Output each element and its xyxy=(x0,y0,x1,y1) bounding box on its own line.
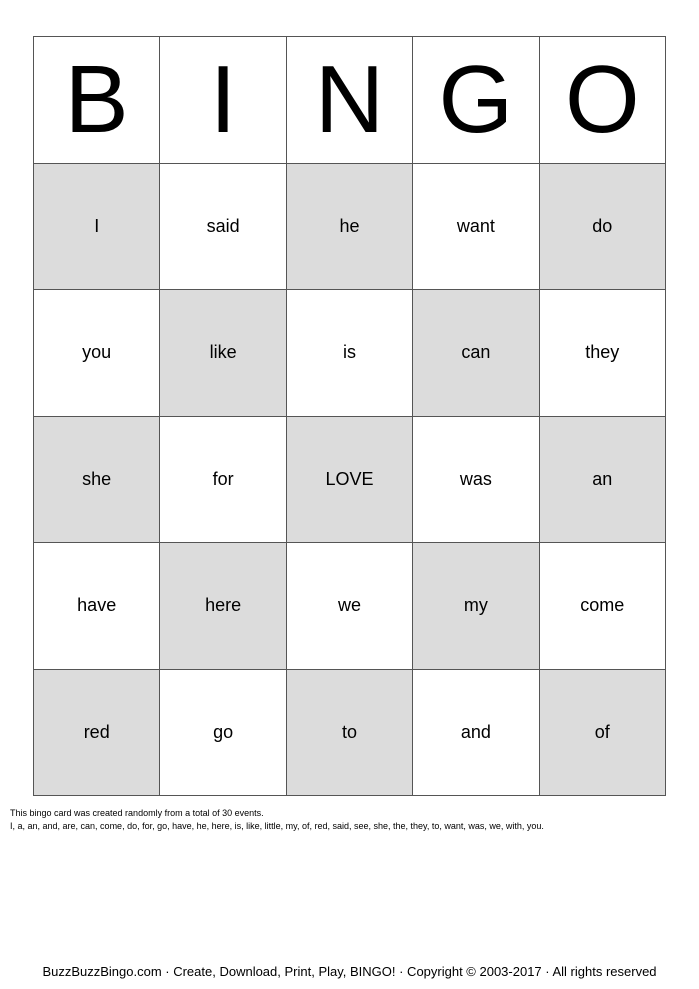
bingo-cell: my xyxy=(413,543,539,670)
card-info-note: This bingo card was created randomly from a total of 30 events. xyxy=(10,808,264,818)
bingo-cell: want xyxy=(413,164,539,291)
header-cell-g: G xyxy=(413,37,539,164)
bingo-cell-center: LOVE xyxy=(287,417,413,544)
bingo-cell: said xyxy=(160,164,286,291)
bingo-cell: we xyxy=(287,543,413,670)
bingo-cell: go xyxy=(160,670,286,797)
bingo-cell: he xyxy=(287,164,413,291)
bingo-cell: they xyxy=(540,290,666,417)
bingo-cell: red xyxy=(34,670,160,797)
header-cell-o: O xyxy=(540,37,666,164)
bingo-cell: come xyxy=(540,543,666,670)
bingo-cell: is xyxy=(287,290,413,417)
header-cell-i: I xyxy=(160,37,286,164)
header-cell-b: B xyxy=(34,37,160,164)
bingo-cell: do xyxy=(540,164,666,291)
bingo-card xyxy=(33,36,666,796)
bingo-cell: an xyxy=(540,417,666,544)
header-cell-n: N xyxy=(287,37,413,164)
bingo-cell: and xyxy=(413,670,539,797)
bingo-cell: have xyxy=(34,543,160,670)
bingo-cell: like xyxy=(160,290,286,417)
bingo-cell: of xyxy=(540,670,666,797)
bingo-cell: here xyxy=(160,543,286,670)
bingo-cell: was xyxy=(413,417,539,544)
footer-copyright: BuzzBuzzBingo.com · Create, Download, Print, Play, BINGO! · Copyright © 2003-2017 · All rights reserved xyxy=(42,964,657,979)
bingo-cell: you xyxy=(34,290,160,417)
bingo-cell: to xyxy=(287,670,413,797)
word-list-note: I, a, an, and, are, can, come, do, for, go, have, he, here, is, like, little, my, of, red, said, see, she, the, they, to, want, was, we, with, you. xyxy=(10,821,544,831)
bingo-cell: for xyxy=(160,417,286,544)
bingo-cell: can xyxy=(413,290,539,417)
bingo-cell: I xyxy=(34,164,160,291)
bingo-cell: she xyxy=(34,417,160,544)
